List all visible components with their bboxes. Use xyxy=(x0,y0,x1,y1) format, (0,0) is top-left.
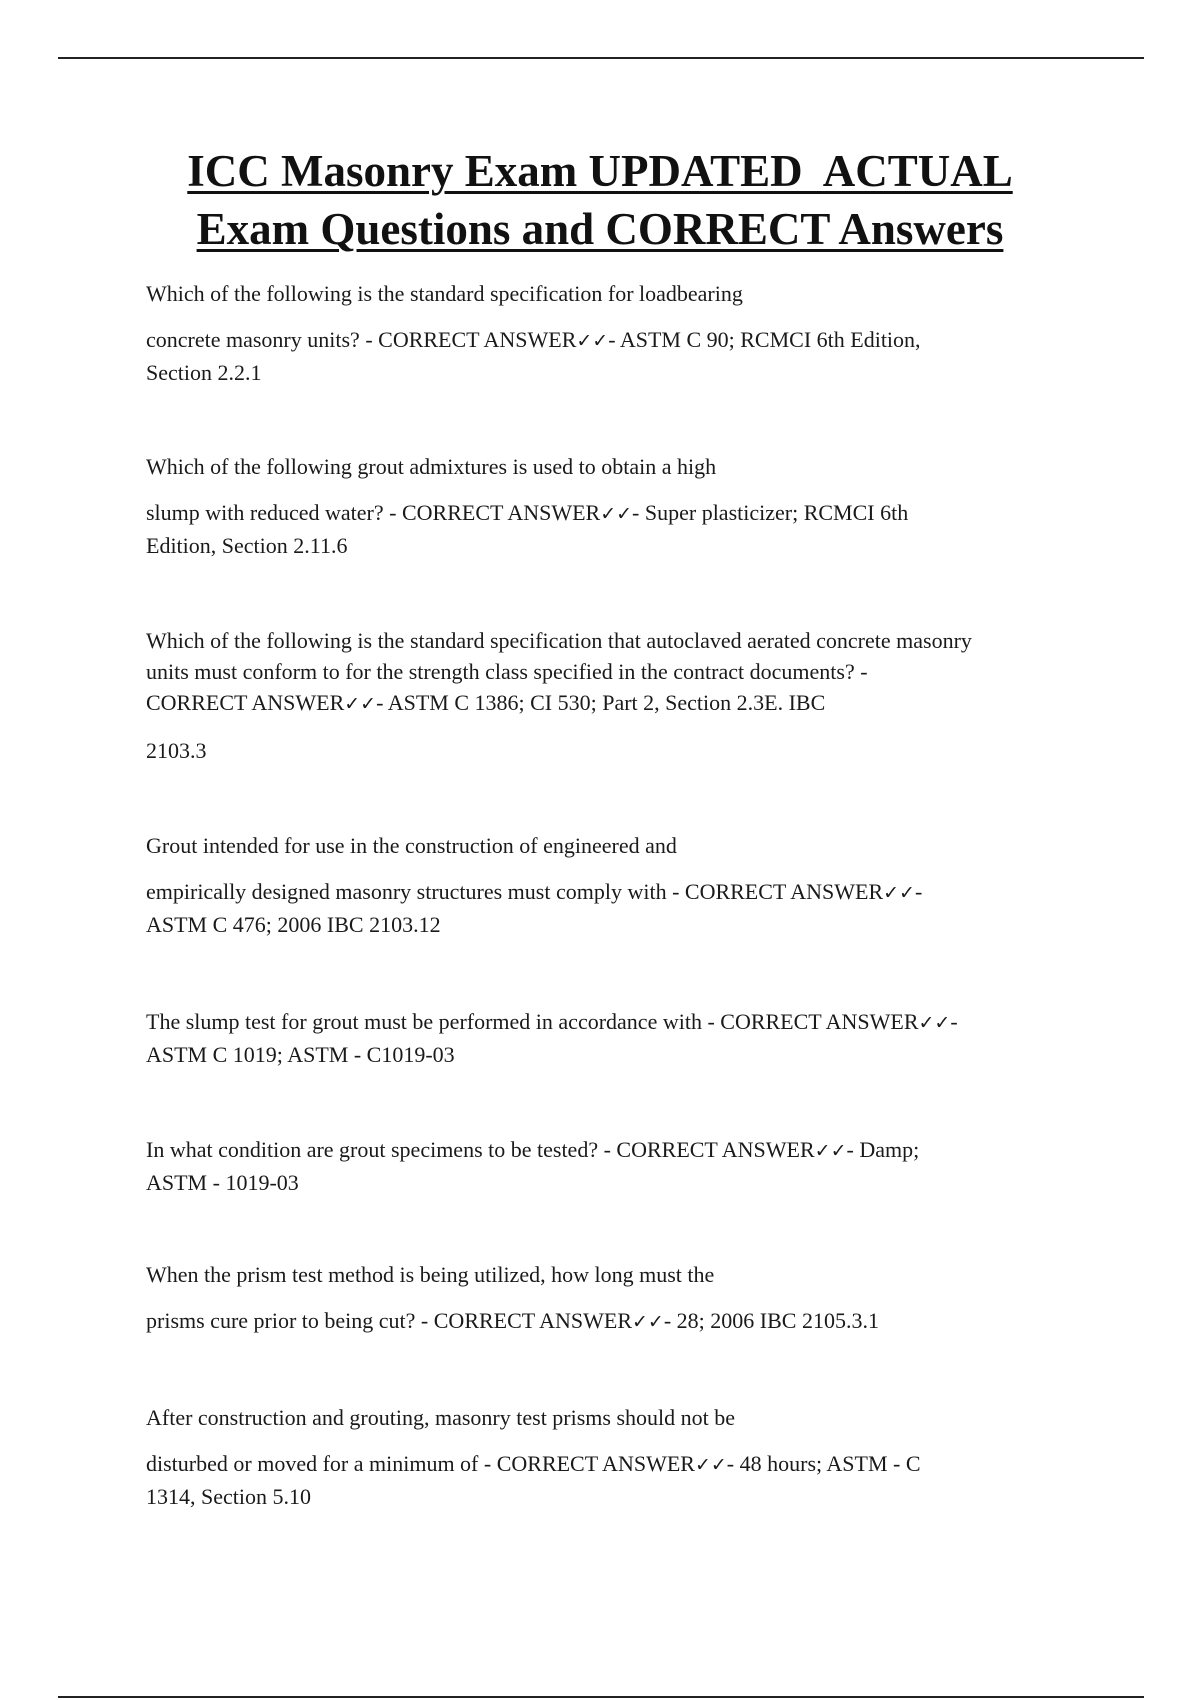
question-answer-line: slump with reduced water? - CORRECT ANSWER✓✓- Super plasticizer; RCMCI 6th xyxy=(146,500,909,525)
qa-item-3 xyxy=(146,625,1086,766)
double-check-icon: ✓✓ xyxy=(918,1012,951,1034)
title-line-2: Exam Questions and CORRECT Answers xyxy=(196,204,1004,254)
bottom-rule xyxy=(58,1696,1144,1698)
question-text: Which of the following is the standard specification for loadbearing xyxy=(146,281,743,306)
answer-text: - 28; 2006 IBC 2105.3.1 xyxy=(663,1308,879,1333)
qa-item-2 xyxy=(146,451,1086,561)
double-check-icon: ✓✓ xyxy=(600,503,633,525)
answer-text: - ASTM C 1386; CI 530; Part 2, Section 2.3E. IBC xyxy=(376,690,826,715)
double-check-icon: ✓✓ xyxy=(694,1454,727,1476)
qa-item-1 xyxy=(146,278,1086,388)
question-answer-line: In what condition are grout specimens to be tested? - CORRECT ANSWER✓✓- Damp; xyxy=(146,1137,920,1162)
title-line-1: ICC Masonry Exam UPDATED ACTUAL xyxy=(187,146,1013,196)
answer-text: - Damp; xyxy=(846,1137,920,1162)
question-text: Which of the following is the standard specification that autoclaved aerated concrete masonry xyxy=(146,628,972,653)
question-text: After construction and grouting, masonry test prisms should not be xyxy=(146,1405,736,1430)
question-answer-line: disturbed or moved for a minimum of - CORRECT ANSWER✓✓- 48 hours; ASTM - C xyxy=(146,1451,921,1476)
double-check-icon: ✓✓ xyxy=(632,1311,664,1333)
qa-item-4 xyxy=(146,830,1086,940)
question-text: Which of the following grout admixtures is used to obtain a high xyxy=(146,454,717,479)
question-answer-line: The slump test for grout must be performed in accordance with - CORRECT ANSWER✓✓- xyxy=(146,1009,958,1034)
answer-text: - xyxy=(914,879,923,904)
answer-continued: 2103.3 xyxy=(146,738,207,763)
answer-continued: ASTM C 1019; ASTM - C1019-03 xyxy=(146,1042,455,1067)
question-text-2: units must conform to for the strength class specified in the contract documents? - xyxy=(146,659,868,684)
answer-text: - 48 hours; ASTM - C xyxy=(726,1451,921,1476)
question-answer-line: CORRECT ANSWER✓✓- ASTM C 1386; CI 530; Part 2, Section 2.3E. IBC xyxy=(146,690,826,715)
qa-item-8 xyxy=(146,1402,1086,1512)
double-check-icon: ✓✓ xyxy=(814,1140,847,1162)
question-answer-line: concrete masonry units? - CORRECT ANSWER✓✓- ASTM C 90; RCMCI 6th Edition, xyxy=(146,327,921,352)
top-rule xyxy=(58,57,1144,59)
answer-continued: 1314, Section 5.10 xyxy=(146,1484,311,1509)
document-title xyxy=(60,142,1140,258)
answer-text: - ASTM C 90; RCMCI 6th Edition, xyxy=(608,327,921,352)
double-check-icon: ✓✓ xyxy=(576,330,609,352)
question-answer-line: prisms cure prior to being cut? - CORRECT ANSWER✓✓- 28; 2006 IBC 2105.3.1 xyxy=(146,1308,879,1333)
question-answer-line: empirically designed masonry structures must comply with - CORRECT ANSWER✓✓- xyxy=(146,879,923,904)
answer-continued: Edition, Section 2.11.6 xyxy=(146,533,348,558)
answer-continued: ASTM C 476; 2006 IBC 2103.12 xyxy=(146,912,441,937)
question-text: Grout intended for use in the construction of engineered and xyxy=(146,833,677,858)
answer-text: - xyxy=(950,1009,958,1034)
answer-continued: ASTM - 1019-03 xyxy=(146,1170,299,1195)
double-check-icon: ✓✓ xyxy=(883,882,915,904)
double-check-icon: ✓✓ xyxy=(344,693,377,715)
qa-item-7 xyxy=(146,1259,1086,1338)
answer-continued: Section 2.2.1 xyxy=(146,360,262,385)
question-text: When the prism test method is being utilized, how long must the xyxy=(146,1262,715,1287)
qa-item-6 xyxy=(146,1134,1086,1198)
answer-text: - Super plasticizer; RCMCI 6th xyxy=(632,500,909,525)
qa-item-5 xyxy=(146,1006,1086,1070)
